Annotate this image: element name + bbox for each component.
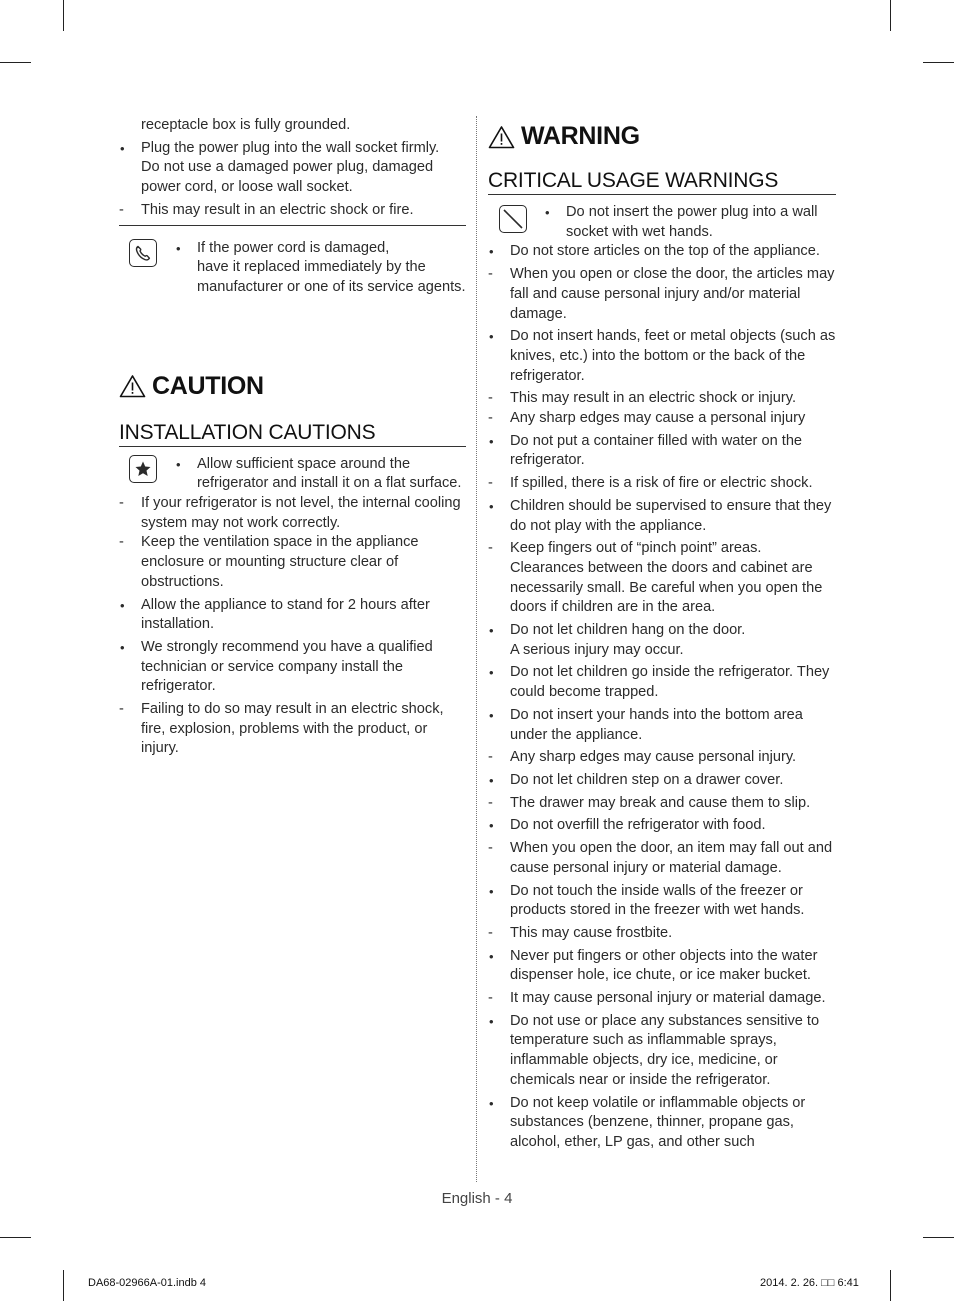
list-item-text: Any sharp edges may cause personal injury. [510,749,797,766]
dash-marker: - [119,701,124,718]
list-item [488,265,836,324]
list-item [488,539,836,618]
crop-mark [890,1270,891,1301]
list-item [488,327,836,386]
list-item [488,989,836,1009]
dash-marker: - [488,840,493,857]
list-item-text: If spilled, there is a risk of fire or electric shock. [510,475,813,492]
list-item-text: The drawer may break and cause them to slip. [510,794,811,811]
list-item [119,494,466,533]
bullet-marker: • [120,597,125,613]
bullet-marker: • [176,240,181,256]
list-item-text: Do not touch the inside walls of the freezer or products stored in the freezer with wet hands. [510,882,805,919]
installation-heading: INSTALLATION CAUTIONS [119,421,466,447]
file-name: DA68-02966A-01.indb 4 [88,1277,207,1289]
list-item [119,700,466,759]
list-item-text: Do not overfill the refrigerator with food. [510,817,766,834]
list-item [488,242,836,262]
installation-list [119,494,466,759]
dash-marker: - [488,990,493,1007]
bullet-marker: • [545,205,550,220]
list-item-text: We strongly recommend you have a qualified technician or service company install the refrigerator. [141,638,433,695]
list-item-text: Do not insert hands, feet or metal objects (such as knives, etc.) into the bottom or the back of the refrigerator. [510,328,836,384]
dash-marker: - [119,534,124,551]
list-item-text: When you open or close the door, the articles may fall and cause personal injury and/or material damage. [510,266,835,322]
list-item [488,794,836,814]
list-item-text: When you open the door, an item may fall out and cause personal injury or material damage. [510,840,833,876]
dash-marker: - [488,390,493,407]
list-item-text: This may cause frostbite. [510,924,673,941]
note-text: Allow sufficient space around the refrigerator and install it on a flat surface. [197,455,462,492]
crop-mark [890,0,891,31]
warning-title-text: WARNING [521,122,640,150]
list-item-text: Never put fingers or other objects into the water dispenser hole, ice chute, or ice maker bucket. [510,947,818,984]
right-column [488,116,836,1153]
bullet-marker: • [489,623,494,639]
note-text: Do not insert the power plug into a wall socket with wet hands. [566,204,818,240]
critical-heading: CRITICAL USAGE WARNINGS [488,169,836,195]
list-item [488,432,836,471]
list-item [488,474,836,494]
list-item [175,455,466,494]
bullet-marker: • [489,498,494,514]
dash-marker: - [488,794,493,811]
list-item [488,924,836,944]
list-item-text: receptacle box is fully grounded. [141,117,351,133]
list-item-text: Do not let children step on a drawer cover. [510,771,784,788]
list-item-text: Do not let children hang on the door. A serious injury may occur. [510,622,746,658]
list-item-text: Do not keep volatile or inflammable objects or substances (benzene, thinner, propane gas, alcohol, ether, LP gas, and other such [510,1094,806,1150]
crop-mark [923,1237,954,1238]
dash-marker: - [488,540,493,557]
bullet-marker: • [489,433,494,449]
dash-marker: - [488,475,493,492]
bullet-marker: • [489,1013,494,1029]
list-item [119,533,466,592]
prohibited-icon [499,205,527,233]
list-item [119,116,466,136]
crop-mark [63,1270,64,1301]
list-item [488,771,836,791]
note-space [119,455,466,494]
bullet-marker: • [176,456,181,472]
list-item-text: Keep fingers out of “pinch point” areas. Clearances between the doors and cabinet are necessarily small. Be careful when you open the doors if children are in the area. [510,540,823,616]
list-item-text: Failing to do so may result in an electric shock, fire, explosion, problems with the product, or injury. [141,701,444,757]
list-item-text: If your refrigerator is not level, the internal cooling system may not work correctly. [141,495,461,531]
crop-mark [0,1237,31,1238]
list-item [488,389,836,409]
list-item [119,201,466,221]
star-icon [129,455,157,483]
list-item [488,839,836,878]
bullet-marker: • [489,772,494,788]
bullet-marker: • [120,639,125,655]
bullet-marker: • [489,883,494,899]
list-item [488,621,836,660]
bullet-marker: • [489,707,494,723]
list-item [488,1094,836,1153]
bullet-marker: • [120,140,125,156]
note-text: If the power cord is damaged, have it replaced immediately by the manufacturer or one of its service agents. [197,239,466,295]
list-item [488,663,836,702]
print-timestamp: 2014. 2. 26. □□ 6:41 [760,1277,859,1289]
page-number: English - 4 [441,1190,513,1207]
list-item-text: This may result in an electric shock or fire. [141,201,414,218]
crop-mark [63,0,64,31]
note-wet-hands [488,203,836,242]
bullet-marker: • [489,665,494,681]
list-item [488,1012,836,1091]
critical-list [488,242,836,1152]
list-item [544,203,836,242]
list-item-text: Children should be supervised to ensure that they do not play with the appliance. [510,497,832,534]
list-item [488,882,836,921]
list-item [488,497,836,536]
warning-triangle-icon [488,125,515,149]
bullet-marker: • [489,244,494,260]
list-item [175,239,466,298]
list-item [488,706,836,745]
list-item-text: Allow the appliance to stand for 2 hours after installation. [141,596,430,633]
warning-triangle-icon [119,374,146,398]
list-item-text: Keep the ventilation space in the appliance enclosure or mounting structure clear of obstructions. [141,534,419,590]
list-item-text: Do not put a container filled with water on the refrigerator. [510,432,803,469]
crop-mark [923,62,954,63]
list-item [119,638,466,697]
list-item [119,139,466,198]
dash-marker: - [119,201,124,218]
list-item-text: Do not store articles on the top of the appliance. [510,243,820,260]
bullet-marker: • [489,948,494,964]
list-item [488,409,836,429]
list-item [119,596,466,635]
list-item-text: Do not let children go inside the refrigerator. They could become trapped. [510,664,830,701]
list-item-text: It may cause personal injury or material damage. [510,990,826,1007]
dash-marker: - [119,495,124,512]
list-item-text: This may result in an electric shock or injury. [510,390,797,407]
list-item-text: Any sharp edges may cause a personal injury [510,410,806,427]
list-item [488,748,836,768]
caution-title [119,372,466,401]
list-item-text: Do not insert your hands into the bottom area under the appliance. [510,706,803,743]
bullet-marker: • [489,329,494,345]
list-item-text: Do not use or place any substances sensitive to temperature such as inflammable sprays, inflammable objects, dry ice, medicine, or chemicals near or inside the refrigerator. [510,1012,820,1088]
dash-marker: - [488,410,493,427]
dash-marker: - [488,266,493,283]
column-divider [476,116,477,1182]
section-rule [119,225,466,226]
crop-mark [0,62,31,63]
caution-title-text: CAUTION [152,371,264,400]
list-item-text: Plug the power plug into the wall socket firmly. Do not use a damaged power plug, damaged power cord, or loose wall socket. [141,139,440,196]
top-list [119,116,466,221]
phone-icon [129,239,157,267]
warning-title [488,122,836,151]
dash-marker: - [488,924,493,941]
bullet-marker: • [489,1095,494,1111]
bullet-marker: • [489,818,494,834]
list-item [488,816,836,836]
note-power-cord [119,239,466,298]
list-item [488,947,836,986]
dash-marker: - [488,749,493,766]
left-column [119,116,466,759]
